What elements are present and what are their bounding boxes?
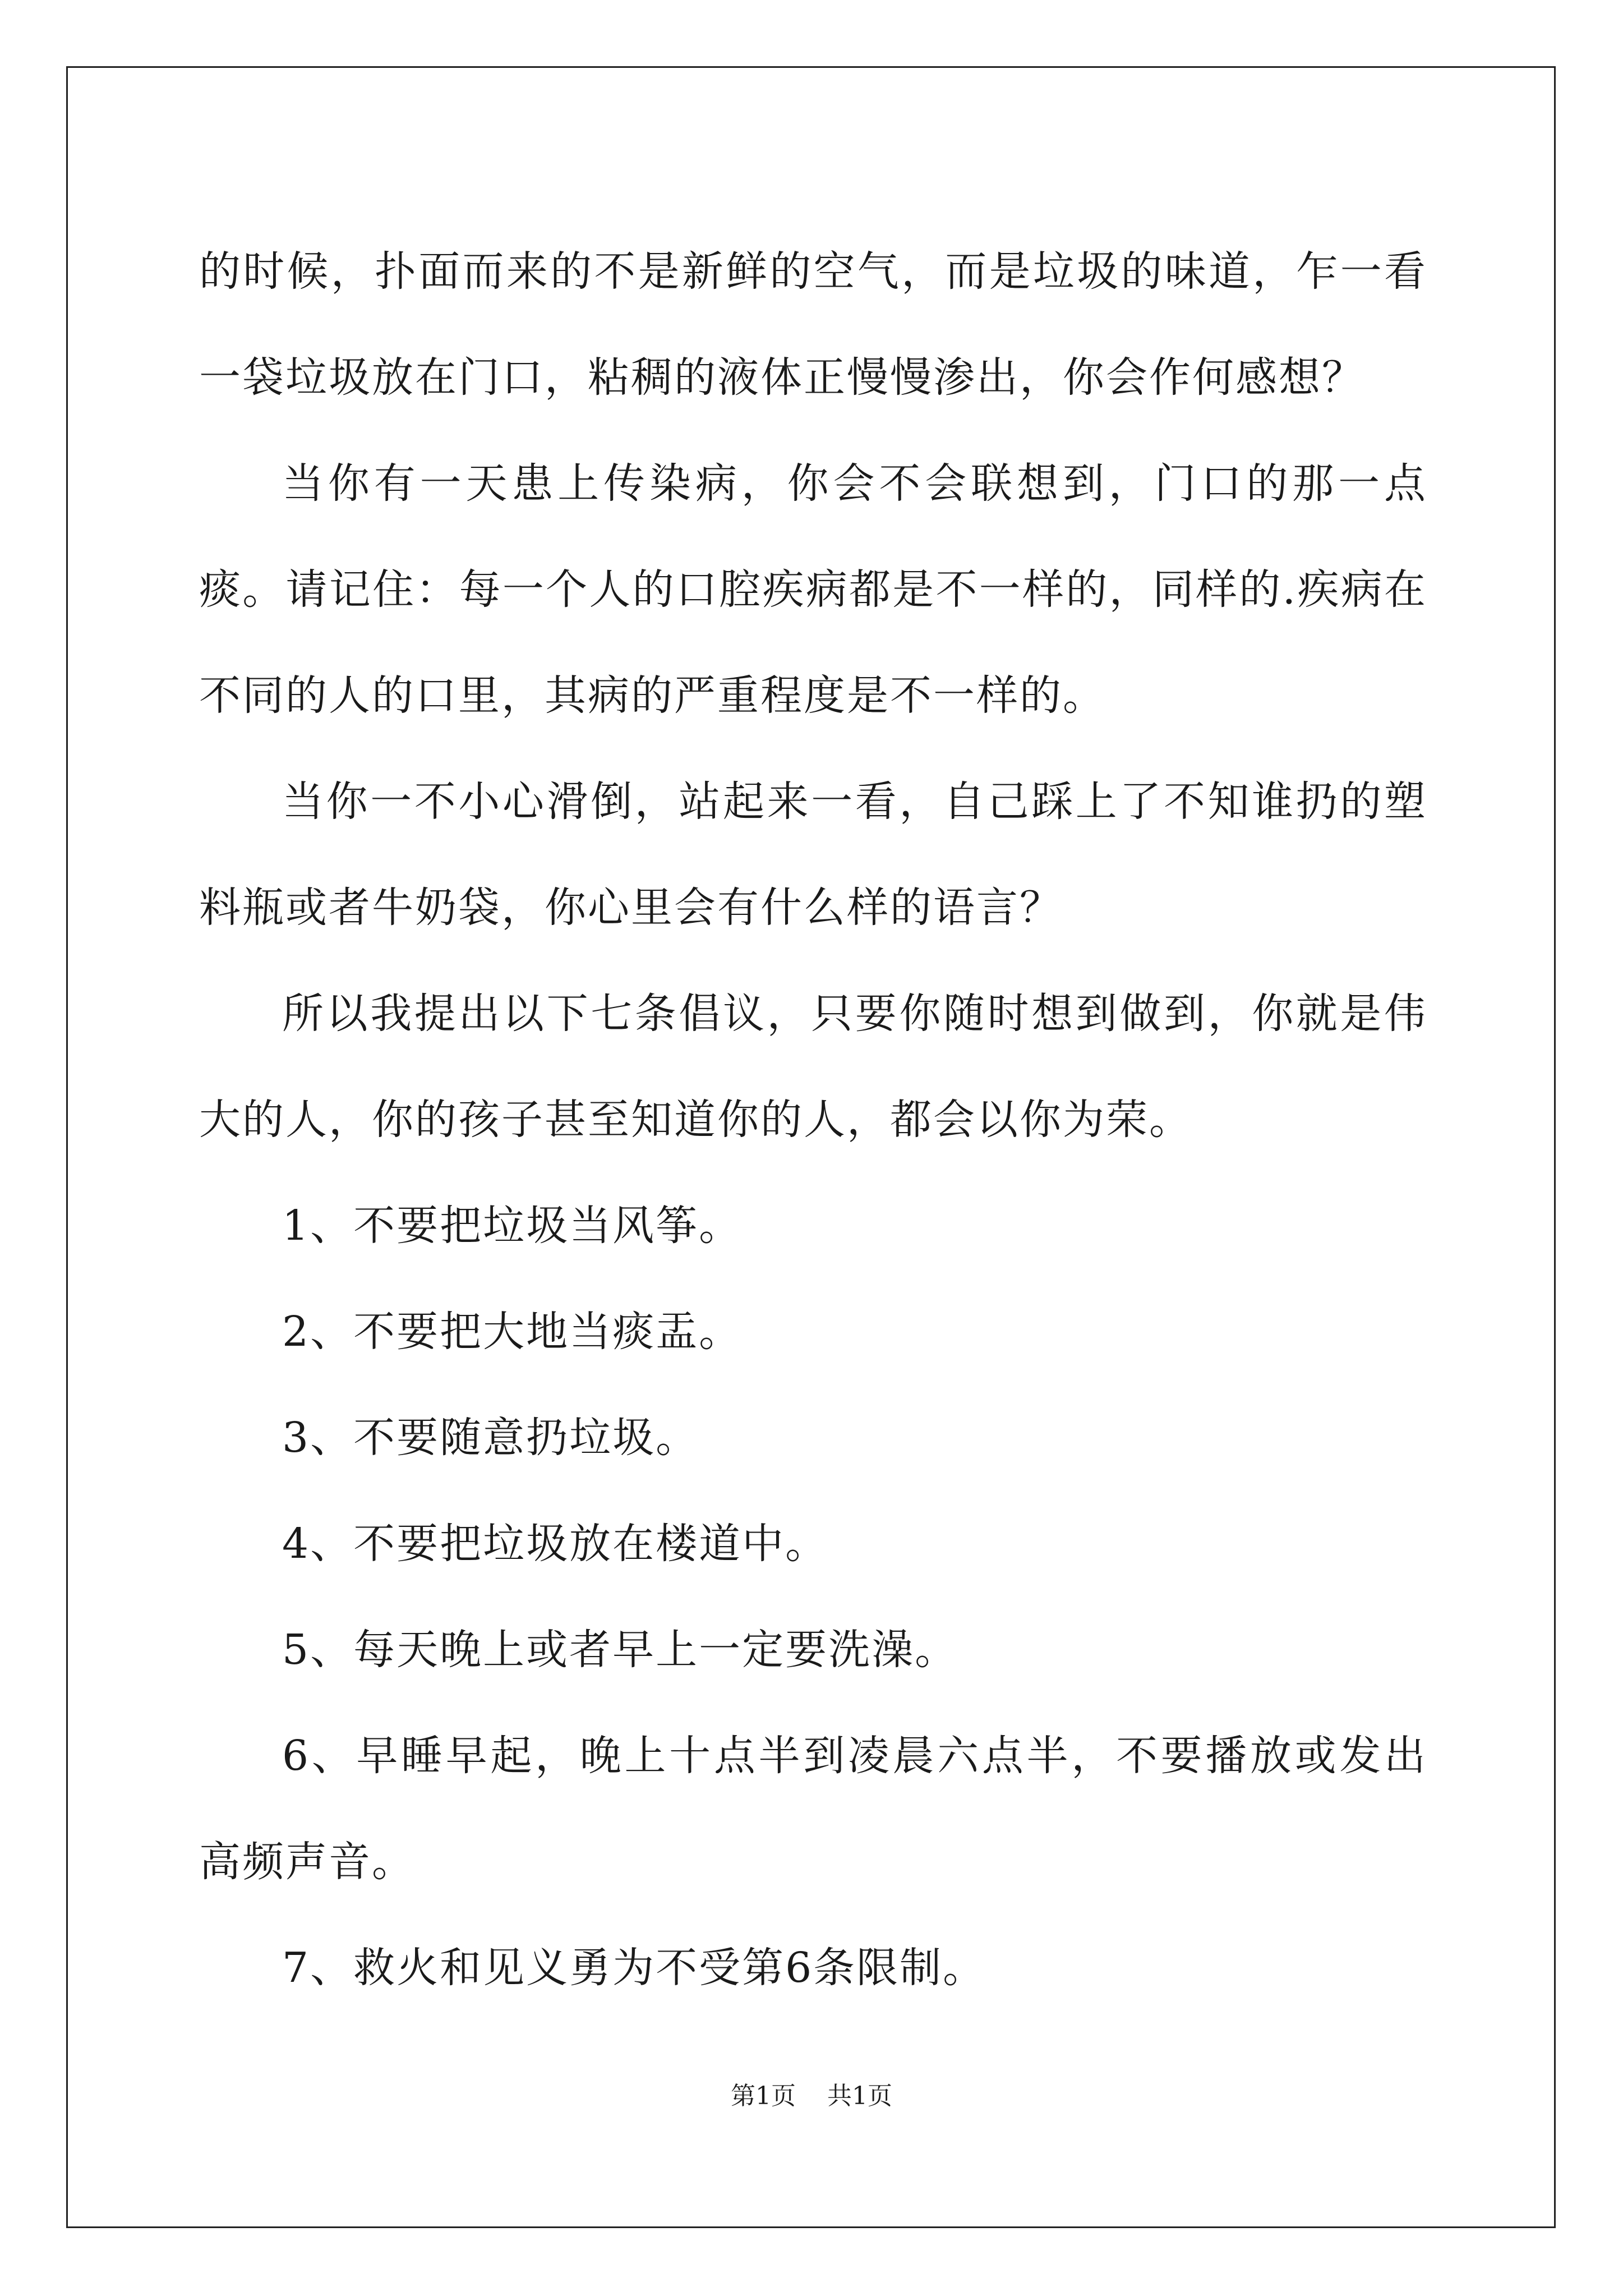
page-number: 第1页 [731, 2082, 796, 2110]
paragraph-disease: 当你有一天患上传染病，你会不会联想到，门口的那一点痰。请记住：每一个人的口腔疾病都是不一样的，同样的.疾病在不同的人的口里，其病的严重程度是不一样的。 [199, 459, 1427, 720]
page-footer [0, 2076, 1623, 2111]
page-total: 共1页 [827, 2082, 892, 2110]
proposal-item: 3、不要随意扔垃圾。 [282, 1414, 699, 1462]
proposal-item: 1、不要把垃圾当风筝。 [282, 1202, 743, 1250]
proposal-item: 5、每天晚上或者早上一定要洗澡。 [282, 1626, 958, 1674]
proposal-item: 6、早睡早起，晚上十点半到凌晨六点半，不要播放或发出高频声音。 [199, 1732, 1427, 1886]
paragraph-proposal-intro: 所以我提出以下七条倡议，只要你随时想到做到，你就是伟大的人，你的孩子甚至知道你的人，都会以你为荣。 [199, 990, 1427, 1144]
proposal-item: 7、救火和见义勇为不受第6条限制。 [282, 1944, 986, 1992]
proposal-item: 2、不要把大地当痰盂。 [282, 1308, 743, 1356]
document-body [199, 219, 1427, 2021]
paragraph-continuation: 的时候，扑面而来的不是新鲜的空气，而是垃圾的味道，乍一看一袋垃圾放在门口，粘稠的液体正慢慢渗出，你会作何感想？ [199, 247, 1427, 402]
proposal-item: 4、不要把垃圾放在楼道中。 [282, 1520, 829, 1568]
paragraph-slip: 当你一不小心滑倒，站起来一看，自己踩上了不知谁扔的塑料瓶或者牛奶袋，你心里会有什么样的语言？ [199, 777, 1427, 932]
